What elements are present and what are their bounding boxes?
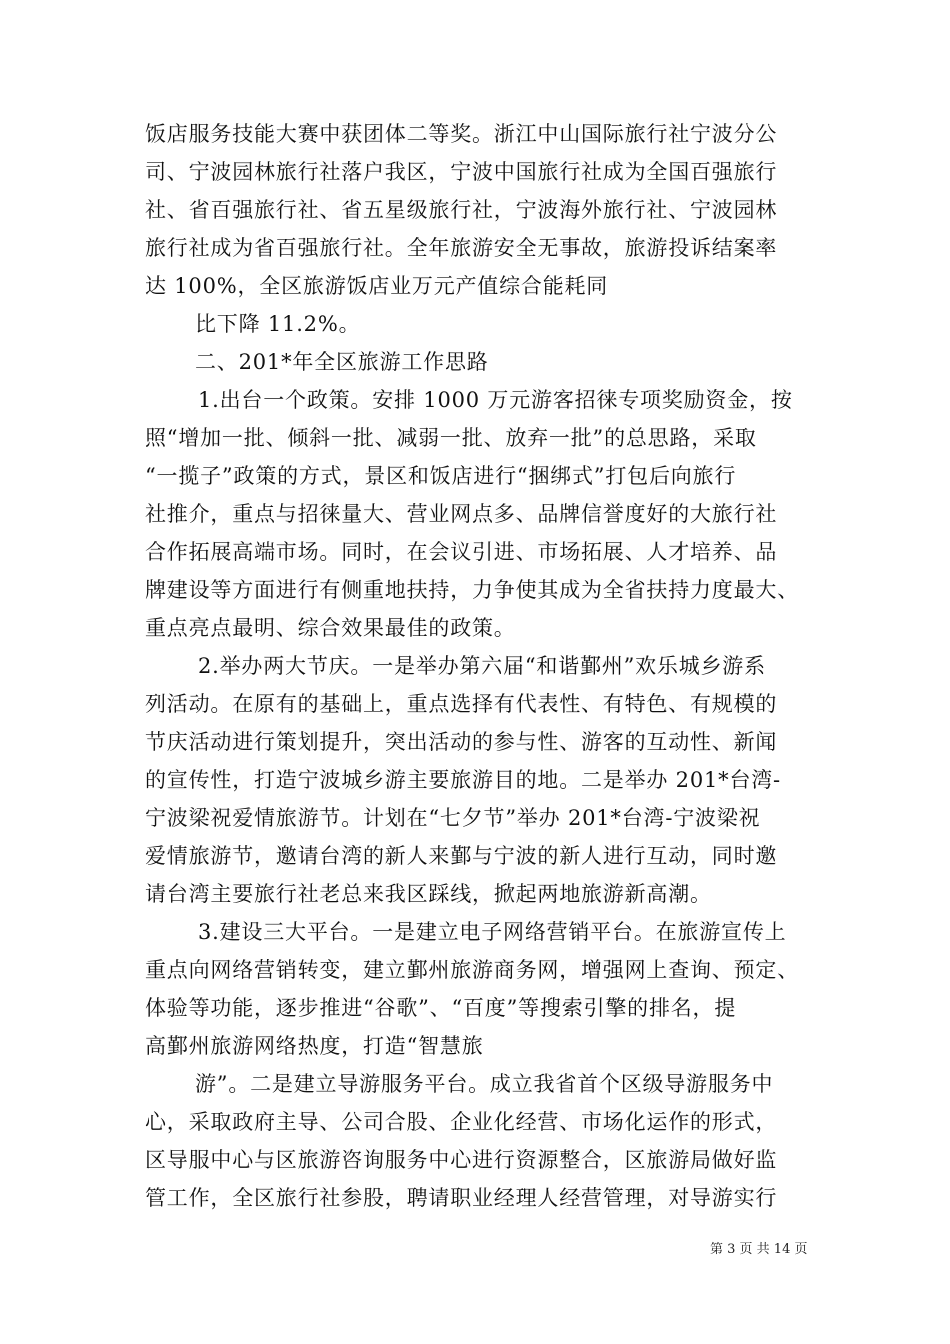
body-text-line: 区导服中心与区旅游咨询服务中心进行资源整合，区旅游局做好监 [145,1148,778,1172]
body-text-line: “一揽子”政策的方式，景区和饭店进行“捆绑式”打包后向旅行 [145,464,737,488]
body-text-line: 饭店服务技能大赛中获团体二等奖。浙江中山国际旅行社宁波分公 [145,122,778,146]
body-text-line: 体验等功能，逐步推进“谷歌”、“百度”等搜索引擎的排名，提 [145,996,737,1020]
body-text-line: 心，采取政府主导、公司合股、企业化经营、市场化运作的形式， [145,1110,778,1134]
paragraph-first-line: 2.举办两大节庆。一是举办第六届“和谐鄞州”欢乐城乡游系 [198,654,766,678]
body-text-line: 司、宁波园林旅行社落户我区，宁波中国旅行社成为全国百强旅行 [145,160,778,184]
body-text-line: 重点亮点最明、综合效果最佳的政策。 [145,616,516,640]
body-text-line: 高鄞州旅游网络热度，打造“智慧旅 [145,1034,484,1058]
body-text-line: 的宣传性，打造宁波城乡游主要旅游目的地。二是举办 201*台湾- [145,768,781,792]
body-text-line: 社推介，重点与招徕量大、营业网点多、品牌信誉度好的大旅行社 [145,502,778,526]
body-text-line: 重点向网络营销转变，建立鄞州旅游商务网，增强网上查询、预定、 [145,958,799,982]
body-text-line: 旅行社成为省百强旅行社。全年旅游安全无事故，旅游投诉结案率 [145,236,778,260]
body-text-line: 达 100%，全区旅游饭店业万元产值综合能耗同 [145,274,609,298]
section-heading: 二、201*年全区旅游工作思路 [195,350,489,374]
body-text-line: 游”。二是建立导游服务平台。成立我省首个区级导游服务中 [195,1072,774,1096]
body-text-line: 比下降 11.2%。 [195,312,361,336]
paragraph-first-line: 1.出台一个政策。安排 1000 万元游客招徕专项奖励资金，按 [198,388,793,412]
body-text-line: 宁波梁祝爱情旅游节。计划在“七夕节”举办 201*台湾-宁波梁祝 [145,806,761,830]
body-text-line: 合作拓展高端市场。同时，在会议引进、市场拓展、人才培养、品 [145,540,778,564]
body-text-line: 社、省百强旅行社、省五星级旅行社，宁波海外旅行社、宁波园林 [145,198,778,222]
body-text-line: 照“增加一批、倾斜一批、减弱一批、放弃一批”的总思路，采取 [145,426,757,450]
body-text-line: 爱情旅游节，邀请台湾的新人来鄞与宁波的新人进行互动，同时邀 [145,844,778,868]
body-text-line: 列活动。在原有的基础上，重点选择有代表性、有特色、有规模的 [145,692,778,716]
body-text-line: 牌建设等方面进行有侧重地扶持，力争使其成为全省扶持力度最大、 [145,578,799,602]
body-text-line: 请台湾主要旅行社老总来我区踩线，掀起两地旅游新高潮。 [145,882,712,906]
paragraph-first-line: 3.建设三大平台。一是建立电子网络营销平台。在旅游宣传上 [198,920,787,944]
page-number-footer: 第 3 页 共 14 页 [710,1242,808,1257]
body-text-line: 节庆活动进行策划提升，突出活动的参与性、游客的互动性、新闻 [145,730,778,754]
body-text-line: 管工作，全区旅行社参股，聘请职业经理人经营管理，对导游实行 [145,1186,778,1210]
